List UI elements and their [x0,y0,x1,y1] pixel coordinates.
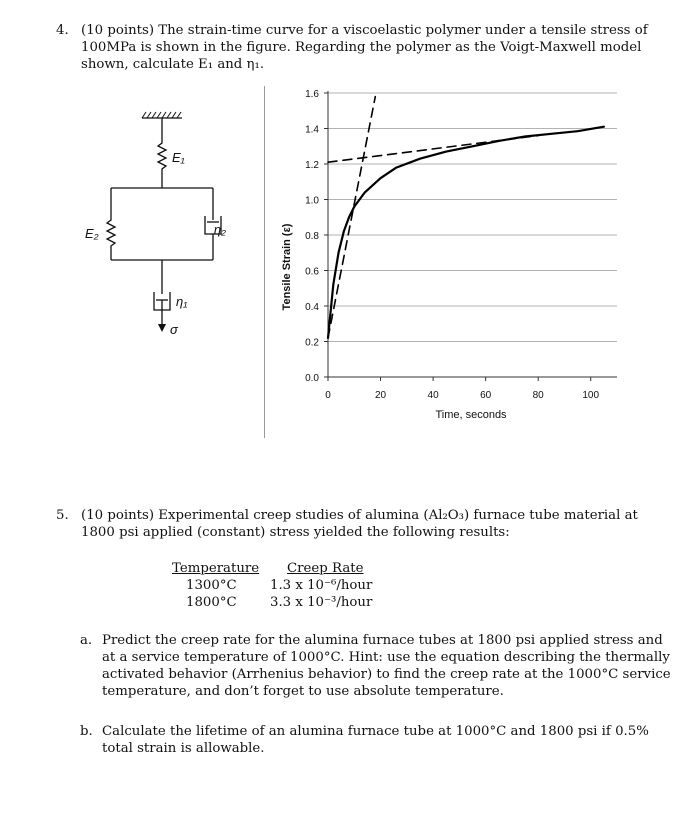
table-cell-temp: 1800°C [186,595,237,610]
part-line: Predict the creep rate for the alumina furnace tubes at 1800 psi applied stress and [102,633,663,648]
question-line: 1800 psi applied (constant) stress yielded the following results: [81,525,510,540]
part-text [102,723,672,757]
x-tick-label: 20 [374,390,387,401]
spring-e1 [158,118,166,188]
question-line: (10 points) The strain-time curve for a viscoelastic polymer under a tensile stress of [81,23,648,38]
y-tick-label: 0.0 [305,373,319,384]
part-letter: b. [80,724,93,739]
creep-table [0,560,692,620]
y-tick-label: 0.6 [305,266,319,278]
y-tick-label: 1.0 [305,195,319,207]
label-e2: E₂ [85,226,99,241]
table-cell-rate: 3.3 x 10⁻³/hour [270,595,373,610]
label-eta1: η₁ [176,294,188,309]
axes [324,91,617,381]
table-cell-temp: 1300°C [186,578,237,593]
question-line: shown, calculate E₁ and η₁. [81,57,265,72]
question-number: 5. [56,508,69,523]
sigma-arrow [158,324,166,332]
series [328,97,604,338]
x-tick-label: 100 [582,390,600,401]
y-tick-label: 1.4 [305,124,319,136]
label-sigma: σ [170,322,178,337]
label-e1: E₁ [172,150,185,165]
x-tick-label: 40 [427,390,439,401]
question-line: (10 points) Experimental creep studies of alumina (Al₂O₃) furnace tube material at [81,508,638,523]
part-line: Calculate the lifetime of an alumina furnace tube at 1000°C and 1800 psi if 0.5% [102,724,649,739]
table-header-creep-rate: Creep Rate [287,561,364,576]
table-cell-rate: 1.3 x 10⁻⁶/hour [270,578,373,593]
y-tick-label: 1.2 [305,160,319,171]
y-tick-label: 1.6 [305,89,319,100]
table-header-temperature: Temperature [172,561,260,576]
spring-e2 [107,188,115,260]
initial-slope-asymptote-line [328,97,375,338]
x-tick-label: 80 [532,390,544,401]
y-tick-label: 0.4 [305,302,319,313]
label-eta2: η₂ [213,222,226,237]
y-tick-label: 0.8 [305,231,319,242]
part-line: total strain is allowable. [102,741,265,756]
y-tick-label: 0.2 [305,337,319,349]
wall-hatch [142,112,181,118]
part-line: activated behavior (Arrhenius behavior) to find the creep rate at the 1000°C service [102,667,671,682]
x-tick-label: 60 [480,390,492,401]
long-time-asymptote-line [328,136,538,163]
question-line: 100MPa is shown in the figure. Regarding the polymer as the Voigt-Maxwell model [81,40,642,55]
tick-labels [305,89,599,401]
dashpot-eta1 [154,260,170,326]
strain-time-chart [264,82,644,442]
voigt-maxwell-diagram [80,108,230,368]
part-text [102,632,672,700]
part-line: at a service temperature of 1000°C. Hint: use the equation describing the thermally [102,650,670,665]
y-axis-label: Tensile Strain (ε) [281,223,293,311]
part-line: temperature, and don’t forget to use absolute temperature. [102,684,504,699]
gridlines [328,93,617,342]
x-axis-label: Time, seconds [435,409,507,421]
question-number: 4. [56,23,69,38]
x-tick-label: 0 [325,390,331,401]
part-letter: a. [80,633,93,648]
